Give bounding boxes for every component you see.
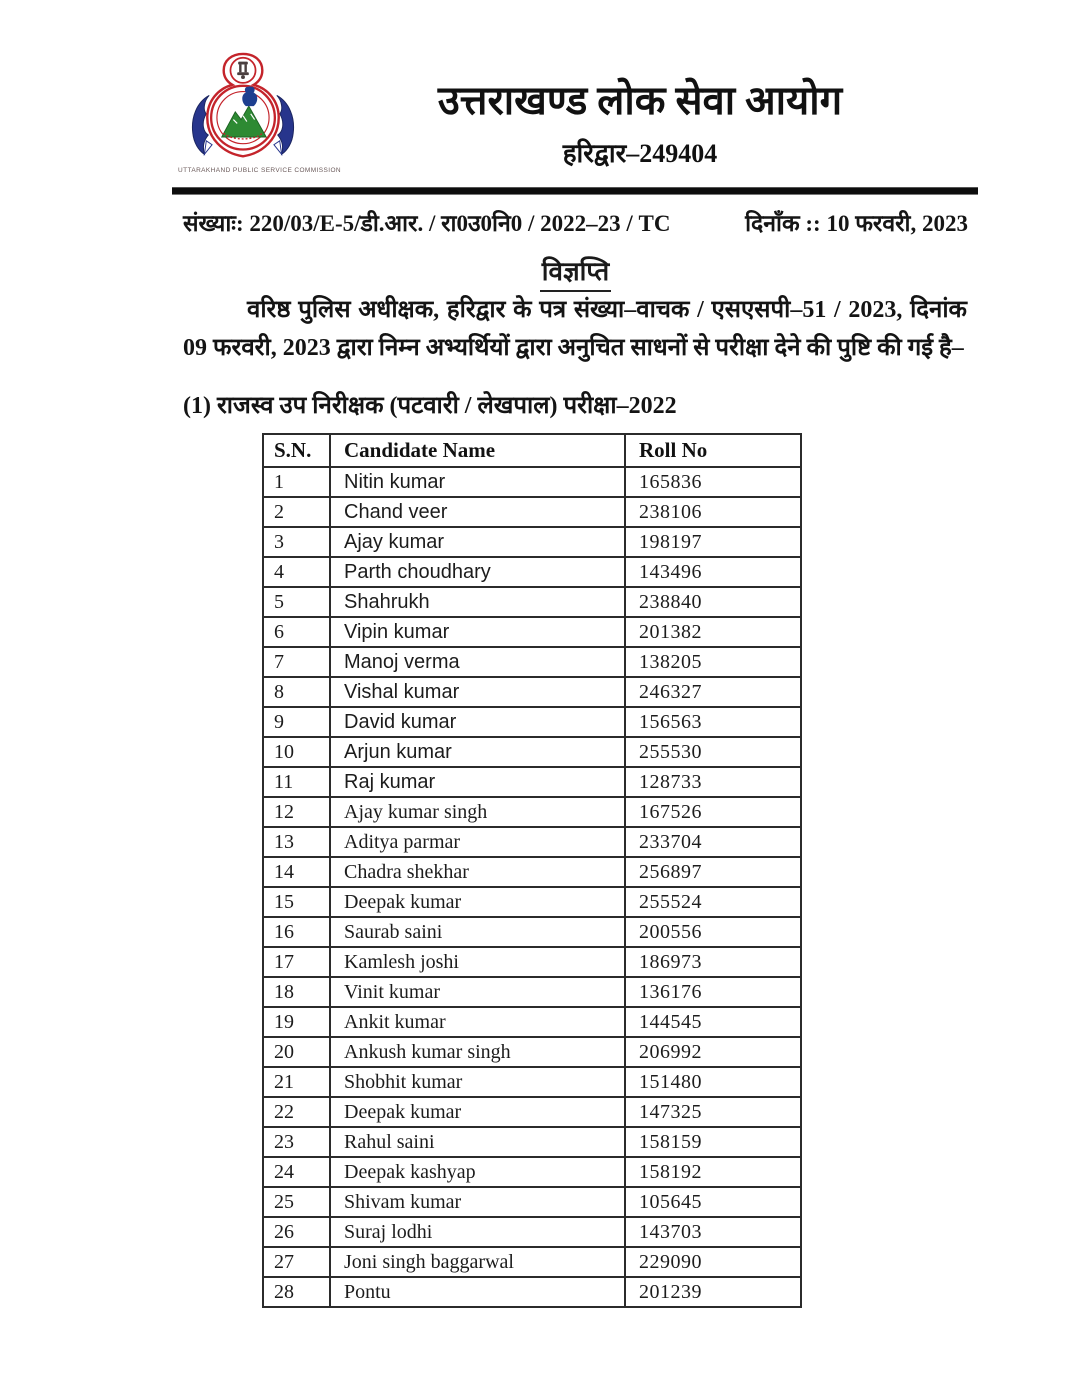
cell-candidate-name: Shivam kumar	[330, 1187, 625, 1217]
cell-sn: 8	[263, 677, 330, 707]
table-row	[263, 1007, 801, 1037]
cell-roll-no: 229090	[625, 1247, 801, 1277]
cell-roll-no: 201382	[625, 617, 801, 647]
table-row	[263, 557, 801, 587]
table-row	[263, 827, 801, 857]
cell-roll-no: 238840	[625, 587, 801, 617]
cell-candidate-name: Saurab saini	[330, 917, 625, 947]
table-row	[263, 797, 801, 827]
cell-roll-no: 136176	[625, 977, 801, 1007]
notice-body: वरिष्ठ पुलिस अधीक्षक, हरिद्वार के पत्र संख्या–वाचक / एसएसपी–51 / 2023, दिनांक 09 फरवरी, 2023 द्वारा निम्न अभ्यर्थियों द्वारा अनुचित साधनों से परीक्षा देने की पुष्टि की गई है–	[183, 297, 967, 361]
cell-candidate-name: Nitin kumar	[330, 467, 625, 497]
table-row	[263, 737, 801, 767]
cell-roll-no: 144545	[625, 1007, 801, 1037]
cell-candidate-name: Pontu	[330, 1277, 625, 1307]
cell-roll-no: 198197	[625, 527, 801, 557]
cell-candidate-name: Joni singh baggarwal	[330, 1247, 625, 1277]
cell-sn: 28	[263, 1277, 330, 1307]
table-row	[263, 1037, 801, 1067]
cell-sn: 18	[263, 977, 330, 1007]
cell-roll-no: 200556	[625, 917, 801, 947]
cell-sn: 23	[263, 1127, 330, 1157]
col-header-candidate-name: Candidate Name	[330, 434, 625, 467]
cell-sn: 4	[263, 557, 330, 587]
header-divider	[172, 187, 978, 195]
cell-sn: 17	[263, 947, 330, 977]
cell-candidate-name: Aditya parmar	[330, 827, 625, 857]
cell-candidate-name: Chadra shekhar	[330, 857, 625, 887]
cell-roll-no: 151480	[625, 1067, 801, 1097]
cell-candidate-name: Deepak kumar	[330, 887, 625, 917]
ukpsc-emblem-icon	[185, 52, 301, 164]
table-row	[263, 1217, 801, 1247]
cell-candidate-name: David kumar	[330, 707, 625, 737]
cell-roll-no: 246327	[625, 677, 801, 707]
cell-candidate-name: Vishal kumar	[330, 677, 625, 707]
cell-roll-no: 158192	[625, 1157, 801, 1187]
table-row	[263, 1127, 801, 1157]
cell-candidate-name: Shahrukh	[330, 587, 625, 617]
col-header-sn: S.N.	[263, 434, 330, 467]
notice-date: दिनाँक :: 10 फरवरी, 2023	[745, 211, 968, 236]
ukpsc-logo	[178, 52, 341, 174]
table-row	[263, 527, 801, 557]
cell-sn: 3	[263, 527, 330, 557]
cell-roll-no: 158159	[625, 1127, 801, 1157]
cell-candidate-name: Vipin kumar	[330, 617, 625, 647]
table-row	[263, 1157, 801, 1187]
table-row	[263, 617, 801, 647]
table-row	[263, 647, 801, 677]
org-name-english: UTTARAKHAND PUBLIC SERVICE COMMISSION	[178, 167, 341, 174]
cell-candidate-name: Deepak kashyap	[330, 1157, 625, 1187]
cell-sn: 11	[263, 767, 330, 797]
cell-roll-no: 105645	[625, 1187, 801, 1217]
table-row	[263, 497, 801, 527]
cell-candidate-name: Suraj lodhi	[330, 1217, 625, 1247]
table-row	[263, 917, 801, 947]
cell-sn: 26	[263, 1217, 330, 1247]
cell-candidate-name: Parth choudhary	[330, 557, 625, 587]
cell-sn: 6	[263, 617, 330, 647]
cell-sn: 24	[263, 1157, 330, 1187]
candidates-table	[262, 433, 802, 1308]
cell-roll-no: 256897	[625, 857, 801, 887]
cell-candidate-name: Ajay kumar singh	[330, 797, 625, 827]
exam-heading: (1) राजस्व उप निरीक्षक (पटवारी / लेखपाल) परीक्षा–2022	[183, 393, 677, 419]
notice-title-row	[183, 252, 968, 292]
cell-sn: 27	[263, 1247, 330, 1277]
table-row	[263, 467, 801, 497]
org-address: हरिद्वार–249404	[562, 139, 718, 168]
table-row	[263, 587, 801, 617]
table-row	[263, 857, 801, 887]
cell-candidate-name: Chand veer	[330, 497, 625, 527]
cell-candidate-name: Deepak kumar	[330, 1097, 625, 1127]
org-name-hindi: उत्तराखण्ड लोक सेवा आयोग	[437, 78, 843, 123]
cell-roll-no: 165836	[625, 467, 801, 497]
cell-roll-no: 128733	[625, 767, 801, 797]
cell-sn: 19	[263, 1007, 330, 1037]
table-row	[263, 707, 801, 737]
cell-sn: 22	[263, 1097, 330, 1127]
cell-sn: 20	[263, 1037, 330, 1067]
cell-candidate-name: Raj kumar	[330, 767, 625, 797]
cell-roll-no: 201239	[625, 1277, 801, 1307]
cell-sn: 2	[263, 497, 330, 527]
table-row	[263, 677, 801, 707]
cell-sn: 21	[263, 1067, 330, 1097]
cell-candidate-name: Ajay kumar	[330, 527, 625, 557]
reference-line	[183, 206, 968, 238]
cell-candidate-name: Manoj verma	[330, 647, 625, 677]
cell-roll-no: 143496	[625, 557, 801, 587]
cell-sn: 10	[263, 737, 330, 767]
cell-roll-no: 206992	[625, 1037, 801, 1067]
table-row	[263, 947, 801, 977]
cell-roll-no: 233704	[625, 827, 801, 857]
cell-candidate-name: Arjun kumar	[330, 737, 625, 767]
cell-roll-no: 147325	[625, 1097, 801, 1127]
notice-title: विज्ञप्ति	[540, 252, 611, 292]
col-header-roll-no: Roll No	[625, 434, 801, 467]
candidates-table-body	[263, 467, 801, 1307]
table-row	[263, 1067, 801, 1097]
cell-sn: 7	[263, 647, 330, 677]
cell-candidate-name: Ankush kumar singh	[330, 1037, 625, 1067]
cell-roll-no: 138205	[625, 647, 801, 677]
cell-sn: 14	[263, 857, 330, 887]
cell-roll-no: 156563	[625, 707, 801, 737]
cell-sn: 15	[263, 887, 330, 917]
letterhead-text	[300, 78, 980, 170]
cell-sn: 5	[263, 587, 330, 617]
cell-candidate-name: Shobhit kumar	[330, 1067, 625, 1097]
cell-candidate-name: Kamlesh joshi	[330, 947, 625, 977]
reference-number: संख्याः: 220/03/E-5/डी.आर. / रा0उ0नि0 / 2022–23 / TC	[183, 211, 671, 236]
cell-sn: 12	[263, 797, 330, 827]
cell-candidate-name: Rahul saini	[330, 1127, 625, 1157]
table-row	[263, 887, 801, 917]
table-row	[263, 1097, 801, 1127]
cell-roll-no: 238106	[625, 497, 801, 527]
candidates-table-head	[263, 434, 801, 467]
table-row	[263, 1187, 801, 1217]
cell-roll-no: 167526	[625, 797, 801, 827]
cell-roll-no: 255524	[625, 887, 801, 917]
cell-sn: 16	[263, 917, 330, 947]
cell-sn: 25	[263, 1187, 330, 1217]
header-row	[263, 434, 801, 467]
cell-candidate-name: Vinit kumar	[330, 977, 625, 1007]
cell-sn: 9	[263, 707, 330, 737]
cell-sn: 1	[263, 467, 330, 497]
cell-roll-no: 186973	[625, 947, 801, 977]
cell-candidate-name: Ankit kumar	[330, 1007, 625, 1037]
table-row	[263, 1277, 801, 1307]
table-row	[263, 977, 801, 1007]
table-row	[263, 767, 801, 797]
table-row	[263, 1247, 801, 1277]
cell-sn: 13	[263, 827, 330, 857]
cell-roll-no: 255530	[625, 737, 801, 767]
cell-roll-no: 143703	[625, 1217, 801, 1247]
